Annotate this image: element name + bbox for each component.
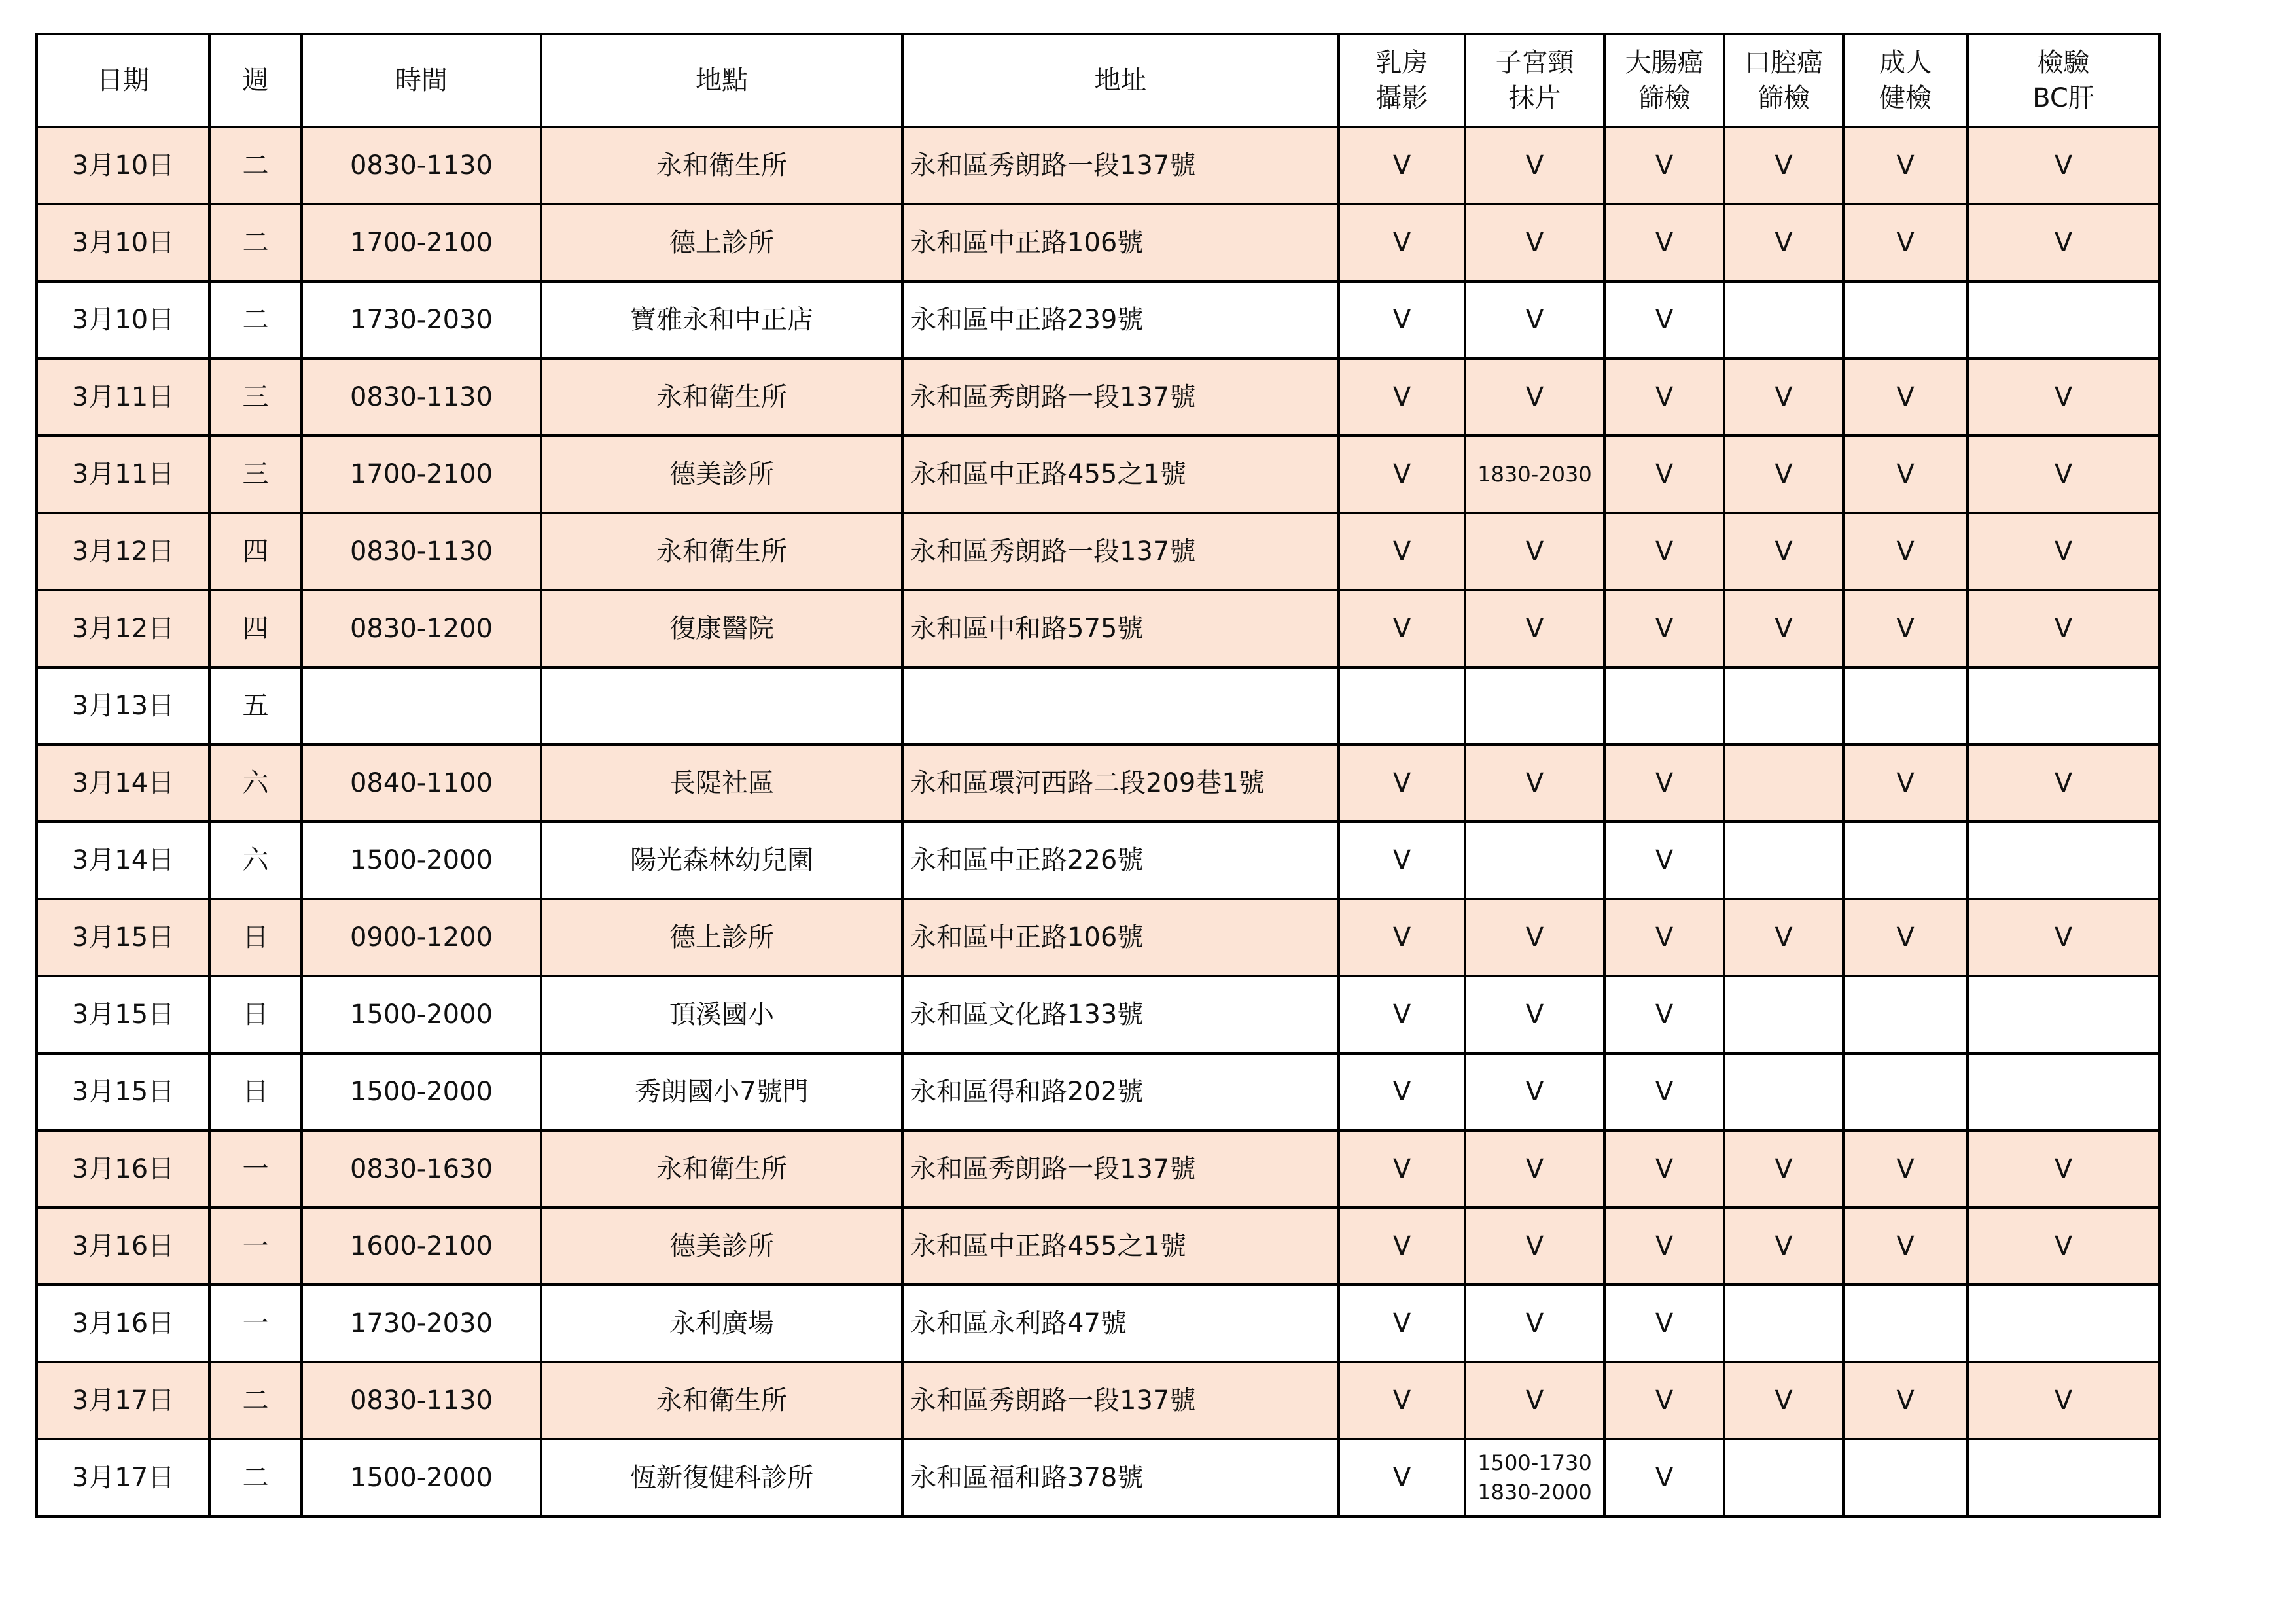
weekday-cell: 四	[209, 590, 302, 667]
mammography-cell: V	[1339, 1362, 1465, 1439]
header-line: 乳房	[1375, 48, 1428, 78]
header-hepatitis-bc-test	[1968, 34, 2159, 127]
colorectal-screening-cell: V	[1604, 976, 1724, 1053]
time-cell: 1500-2000	[302, 1053, 541, 1130]
oral-cancer-screening-cell: V	[1724, 513, 1843, 590]
place-cell: 永和衛生所	[541, 127, 902, 204]
mammography-cell: V	[1339, 1285, 1465, 1362]
header-line: 時間	[395, 65, 448, 96]
header-line: 週	[242, 65, 269, 96]
date-cell: 3月16日	[37, 1208, 209, 1285]
weekday-cell: 二	[209, 127, 302, 204]
weekday-cell: 二	[209, 204, 302, 281]
pap-smear-cell: 1830-2030	[1465, 436, 1604, 513]
hepatitis-bc-test-cell: V	[1968, 899, 2159, 976]
oral-cancer-screening-cell	[1724, 1439, 1843, 1516]
address-cell	[902, 667, 1339, 744]
date-cell: 3月10日	[37, 127, 209, 204]
address-cell: 永和區秀朗路一段137號	[902, 358, 1339, 436]
header-line: 子宮頸	[1495, 48, 1574, 78]
time-cell	[302, 667, 541, 744]
hepatitis-bc-test-cell	[1968, 822, 2159, 899]
header-line: 大腸癌	[1625, 48, 1704, 78]
mammography-cell: V	[1339, 1053, 1465, 1130]
oral-cancer-screening-cell: V	[1724, 127, 1843, 204]
place-cell: 頂溪國小	[541, 976, 902, 1053]
table-row	[37, 899, 2159, 976]
place-cell: 恆新復健科診所	[541, 1439, 902, 1516]
table-row	[37, 281, 2159, 358]
oral-cancer-screening-cell: V	[1724, 590, 1843, 667]
address-cell: 永和區中正路239號	[902, 281, 1339, 358]
time-cell: 1730-2030	[302, 1285, 541, 1362]
colorectal-screening-cell: V	[1604, 822, 1724, 899]
table-header	[37, 34, 2159, 127]
pap-smear-cell: V	[1465, 358, 1604, 436]
date-cell: 3月15日	[37, 976, 209, 1053]
mammography-cell: V	[1339, 127, 1465, 204]
oral-cancer-screening-cell	[1724, 744, 1843, 822]
time-cell: 0830-1130	[302, 1362, 541, 1439]
pap-smear-cell: V	[1465, 1285, 1604, 1362]
adult-health-check-cell: V	[1843, 1362, 1968, 1439]
pap-smear-cell	[1465, 822, 1604, 899]
time-cell: 0830-1630	[302, 1130, 541, 1208]
pap-smear-cell: V	[1465, 899, 1604, 976]
place-cell: 秀朗國小7號門	[541, 1053, 902, 1130]
hepatitis-bc-test-cell: V	[1968, 127, 2159, 204]
oral-cancer-screening-cell	[1724, 1285, 1843, 1362]
place-cell: 永和衛生所	[541, 513, 902, 590]
place-cell: 德美診所	[541, 436, 902, 513]
time-cell: 1500-2000	[302, 1439, 541, 1516]
weekday-cell: 日	[209, 976, 302, 1053]
header-date	[37, 34, 209, 127]
time-cell: 0830-1130	[302, 358, 541, 436]
hepatitis-bc-test-cell: V	[1968, 436, 2159, 513]
date-cell: 3月16日	[37, 1130, 209, 1208]
time-cell: 1500-2000	[302, 822, 541, 899]
address-cell: 永和區中正路106號	[902, 204, 1339, 281]
colorectal-screening-cell: V	[1604, 1208, 1724, 1285]
table-row	[37, 667, 2159, 744]
weekday-cell: 一	[209, 1208, 302, 1285]
time-cell: 0830-1200	[302, 590, 541, 667]
mammography-cell: V	[1339, 436, 1465, 513]
colorectal-screening-cell: V	[1604, 899, 1724, 976]
time-cell: 0900-1200	[302, 899, 541, 976]
colorectal-screening-cell: V	[1604, 281, 1724, 358]
colorectal-screening-cell: V	[1604, 513, 1724, 590]
colorectal-screening-cell: V	[1604, 1285, 1724, 1362]
pap-smear-cell: V	[1465, 976, 1604, 1053]
pap-smear-cell: V	[1465, 204, 1604, 281]
place-cell: 永利廣場	[541, 1285, 902, 1362]
adult-health-check-cell: V	[1843, 127, 1968, 204]
table-row	[37, 127, 2159, 204]
date-cell: 3月11日	[37, 436, 209, 513]
oral-cancer-screening-cell: V	[1724, 1130, 1843, 1208]
adult-health-check-cell: V	[1843, 590, 1968, 667]
address-cell: 永和區得和路202號	[902, 1053, 1339, 1130]
address-cell: 永和區文化路133號	[902, 976, 1339, 1053]
weekday-cell: 六	[209, 822, 302, 899]
mammography-cell: V	[1339, 1439, 1465, 1516]
date-cell: 3月17日	[37, 1362, 209, 1439]
pap-smear-cell: V	[1465, 513, 1604, 590]
mammography-cell: V	[1339, 744, 1465, 822]
date-cell: 3月17日	[37, 1439, 209, 1516]
header-line: 地址	[1094, 65, 1147, 96]
weekday-cell: 三	[209, 436, 302, 513]
table-row	[37, 436, 2159, 513]
hepatitis-bc-test-cell	[1968, 976, 2159, 1053]
pap-smear-cell: V	[1465, 1362, 1604, 1439]
adult-health-check-cell	[1843, 1439, 1968, 1516]
date-cell: 3月12日	[37, 590, 209, 667]
header-line: 日期	[97, 65, 149, 96]
address-cell: 永和區中正路455之1號	[902, 436, 1339, 513]
time-cell: 0830-1130	[302, 513, 541, 590]
date-cell: 3月10日	[37, 204, 209, 281]
date-cell: 3月11日	[37, 358, 209, 436]
pap-smear-cell: V	[1465, 1053, 1604, 1130]
date-cell: 3月14日	[37, 822, 209, 899]
place-cell: 寶雅永和中正店	[541, 281, 902, 358]
pap-smear-cell: 1500-1730 1830-2000	[1465, 1439, 1604, 1516]
header-row	[37, 34, 2159, 127]
hepatitis-bc-test-cell	[1968, 667, 2159, 744]
hepatitis-bc-test-cell: V	[1968, 1362, 2159, 1439]
colorectal-screening-cell: V	[1604, 1362, 1724, 1439]
oral-cancer-screening-cell	[1724, 1053, 1843, 1130]
header-place	[541, 34, 902, 127]
adult-health-check-cell: V	[1843, 1130, 1968, 1208]
hepatitis-bc-test-cell	[1968, 1285, 2159, 1362]
weekday-cell: 一	[209, 1285, 302, 1362]
colorectal-screening-cell: V	[1604, 1130, 1724, 1208]
address-cell: 永和區中正路226號	[902, 822, 1339, 899]
header-oral-cancer-screening	[1724, 34, 1843, 127]
pap-smear-cell: V	[1465, 590, 1604, 667]
table-row	[37, 1439, 2159, 1516]
header-line: 檢驗	[2037, 48, 2090, 78]
header-mammography	[1339, 34, 1465, 127]
adult-health-check-cell	[1843, 667, 1968, 744]
date-cell: 3月16日	[37, 1285, 209, 1362]
table-row	[37, 822, 2159, 899]
address-cell: 永和區秀朗路一段137號	[902, 513, 1339, 590]
mammography-cell: V	[1339, 976, 1465, 1053]
adult-health-check-cell: V	[1843, 899, 1968, 976]
pap-smear-cell	[1465, 667, 1604, 744]
place-cell: 陽光森林幼兒園	[541, 822, 902, 899]
oral-cancer-screening-cell: V	[1724, 1362, 1843, 1439]
weekday-cell: 二	[209, 1362, 302, 1439]
mammography-cell: V	[1339, 590, 1465, 667]
weekday-cell: 三	[209, 358, 302, 436]
adult-health-check-cell: V	[1843, 1208, 1968, 1285]
colorectal-screening-cell: V	[1604, 127, 1724, 204]
adult-health-check-cell: V	[1843, 436, 1968, 513]
place-cell: 永和衛生所	[541, 1362, 902, 1439]
header-address	[902, 34, 1339, 127]
mammography-cell: V	[1339, 281, 1465, 358]
address-cell: 永和區秀朗路一段137號	[902, 1362, 1339, 1439]
pap-smear-cell: V	[1465, 1130, 1604, 1208]
table-body	[37, 127, 2159, 1516]
table-row	[37, 1208, 2159, 1285]
place-cell: 德上診所	[541, 899, 902, 976]
adult-health-check-cell: V	[1843, 744, 1968, 822]
table-row	[37, 590, 2159, 667]
oral-cancer-screening-cell: V	[1724, 899, 1843, 976]
table-row	[37, 513, 2159, 590]
adult-health-check-cell	[1843, 1285, 1968, 1362]
mammography-cell: V	[1339, 1208, 1465, 1285]
table-row	[37, 1053, 2159, 1130]
mammography-cell: V	[1339, 1130, 1465, 1208]
oral-cancer-screening-cell: V	[1724, 204, 1843, 281]
hepatitis-bc-test-cell: V	[1968, 204, 2159, 281]
address-cell: 永和區秀朗路一段137號	[902, 1130, 1339, 1208]
oral-cancer-screening-cell: V	[1724, 1208, 1843, 1285]
address-cell: 永和區中正路455之1號	[902, 1208, 1339, 1285]
colorectal-screening-cell: V	[1604, 204, 1724, 281]
weekday-cell: 六	[209, 744, 302, 822]
adult-health-check-cell	[1843, 976, 1968, 1053]
header-line: 口腔癌	[1744, 48, 1823, 78]
oral-cancer-screening-cell: V	[1724, 436, 1843, 513]
oral-cancer-screening-cell	[1724, 667, 1843, 744]
pap-smear-cell: V	[1465, 744, 1604, 822]
address-cell: 永和區環河西路二段209巷1號	[902, 744, 1339, 822]
header-line: BC肝	[2032, 83, 2094, 113]
adult-health-check-cell	[1843, 281, 1968, 358]
hepatitis-bc-test-cell: V	[1968, 1130, 2159, 1208]
header-colorectal-screening	[1604, 34, 1724, 127]
date-cell: 3月14日	[37, 744, 209, 822]
time-cell: 1700-2100	[302, 436, 541, 513]
oral-cancer-screening-cell: V	[1724, 358, 1843, 436]
header-line: 成人	[1879, 48, 1932, 78]
pap-smear-cell: V	[1465, 127, 1604, 204]
date-cell: 3月13日	[37, 667, 209, 744]
time-cell: 1700-2100	[302, 204, 541, 281]
pap-smear-cell: V	[1465, 281, 1604, 358]
oral-cancer-screening-cell	[1724, 976, 1843, 1053]
address-cell: 永和區福和路378號	[902, 1439, 1339, 1516]
address-cell: 永和區中和路575號	[902, 590, 1339, 667]
address-cell: 永和區秀朗路一段137號	[902, 127, 1339, 204]
colorectal-screening-cell: V	[1604, 1439, 1724, 1516]
place-cell: 德上診所	[541, 204, 902, 281]
weekday-cell: 四	[209, 513, 302, 590]
table-row	[37, 358, 2159, 436]
adult-health-check-cell: V	[1843, 358, 1968, 436]
weekday-cell: 二	[209, 1439, 302, 1516]
date-cell: 3月15日	[37, 1053, 209, 1130]
place-cell: 復康醫院	[541, 590, 902, 667]
date-cell: 3月15日	[37, 899, 209, 976]
hepatitis-bc-test-cell	[1968, 1439, 2159, 1516]
pap-smear-cell: V	[1465, 1208, 1604, 1285]
colorectal-screening-cell: V	[1604, 436, 1724, 513]
header-line: 篩檢	[1757, 83, 1810, 113]
mammography-cell	[1339, 667, 1465, 744]
hepatitis-bc-test-cell: V	[1968, 1208, 2159, 1285]
date-cell: 3月10日	[37, 281, 209, 358]
header-line: 健檢	[1879, 83, 1932, 113]
hepatitis-bc-test-cell: V	[1968, 744, 2159, 822]
header-line: 攝影	[1375, 83, 1428, 113]
hepatitis-bc-test-cell: V	[1968, 358, 2159, 436]
weekday-cell: 五	[209, 667, 302, 744]
time-cell: 0840-1100	[302, 744, 541, 822]
mammography-cell: V	[1339, 204, 1465, 281]
time-cell: 1500-2000	[302, 976, 541, 1053]
header-adult-health-check	[1843, 34, 1968, 127]
adult-health-check-cell	[1843, 822, 1968, 899]
table-row	[37, 744, 2159, 822]
header-line: 抹片	[1508, 83, 1561, 113]
mammography-cell: V	[1339, 822, 1465, 899]
header-weekday	[209, 34, 302, 127]
mammography-cell: V	[1339, 899, 1465, 976]
address-cell: 永和區中正路106號	[902, 899, 1339, 976]
time-cell: 0830-1130	[302, 127, 541, 204]
weekday-cell: 日	[209, 899, 302, 976]
mammography-cell: V	[1339, 513, 1465, 590]
table-row	[37, 1362, 2159, 1439]
weekday-cell: 二	[209, 281, 302, 358]
place-cell: 永和衛生所	[541, 1130, 902, 1208]
colorectal-screening-cell: V	[1604, 358, 1724, 436]
colorectal-screening-cell: V	[1604, 744, 1724, 822]
time-cell: 1600-2100	[302, 1208, 541, 1285]
table-row	[37, 1285, 2159, 1362]
table-row	[37, 976, 2159, 1053]
hepatitis-bc-test-cell	[1968, 281, 2159, 358]
colorectal-screening-cell: V	[1604, 590, 1724, 667]
hepatitis-bc-test-cell	[1968, 1053, 2159, 1130]
hepatitis-bc-test-cell: V	[1968, 590, 2159, 667]
header-pap-smear	[1465, 34, 1604, 127]
header-line: 地點	[696, 65, 748, 96]
adult-health-check-cell: V	[1843, 513, 1968, 590]
colorectal-screening-cell	[1604, 667, 1724, 744]
adult-health-check-cell: V	[1843, 204, 1968, 281]
oral-cancer-screening-cell	[1724, 281, 1843, 358]
header-time	[302, 34, 541, 127]
time-cell: 1730-2030	[302, 281, 541, 358]
address-cell: 永和區永利路47號	[902, 1285, 1339, 1362]
place-cell: 長隄社區	[541, 744, 902, 822]
place-cell: 永和衛生所	[541, 358, 902, 436]
screening-schedule-table	[35, 33, 2161, 1518]
weekday-cell: 日	[209, 1053, 302, 1130]
place-cell	[541, 667, 902, 744]
place-cell: 德美診所	[541, 1208, 902, 1285]
oral-cancer-screening-cell	[1724, 822, 1843, 899]
weekday-cell: 一	[209, 1130, 302, 1208]
table-row	[37, 204, 2159, 281]
adult-health-check-cell	[1843, 1053, 1968, 1130]
date-cell: 3月12日	[37, 513, 209, 590]
colorectal-screening-cell: V	[1604, 1053, 1724, 1130]
table-row	[37, 1130, 2159, 1208]
hepatitis-bc-test-cell: V	[1968, 513, 2159, 590]
mammography-cell: V	[1339, 358, 1465, 436]
header-line: 篩檢	[1638, 83, 1691, 113]
